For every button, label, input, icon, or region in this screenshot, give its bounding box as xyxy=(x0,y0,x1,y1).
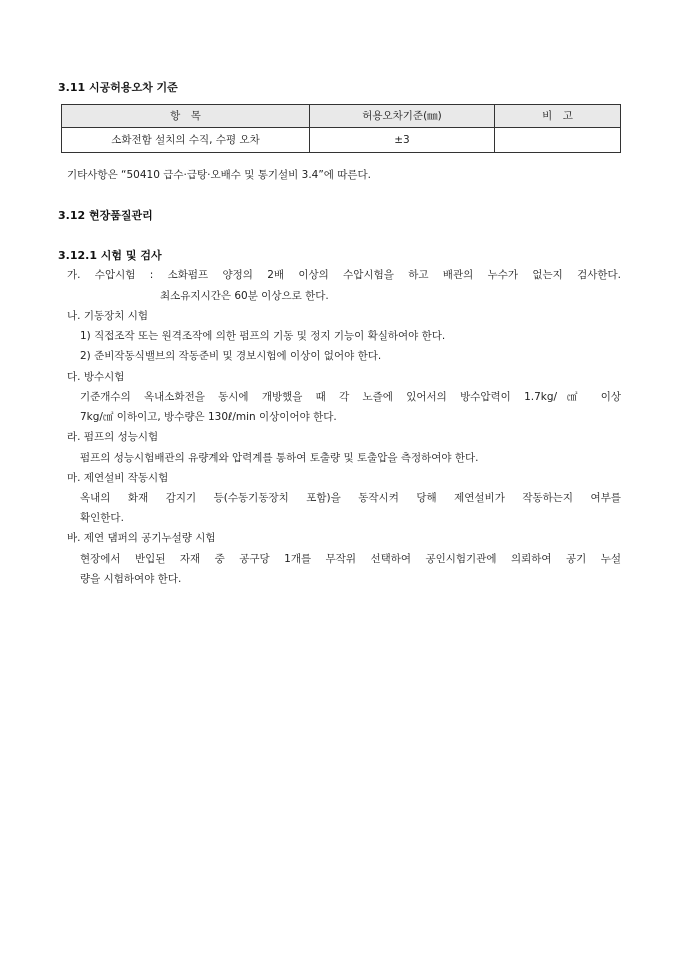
item-da-line-1: 기준개수의 옥내소화전을 동시에 개방했을 때 각 노즐에 있어서의 방수압력이 1.7kg/㎠ 이상 xyxy=(80,391,621,403)
item-ba-title: 바. 제연 댐퍼의 공기누설량 시험 xyxy=(67,532,216,544)
section-3-12-1-title: 3.12.1 시험 및 검사 xyxy=(58,249,162,262)
table-header-row xyxy=(62,105,621,128)
item-ba-line-1: 현장에서 반입된 자재 중 공구당 1개를 무작위 선택하여 공인시험기관에 의뢰하여 공기 누설 xyxy=(80,553,621,565)
item-na-sub-1: 1) 직접조작 또는 원격조작에 의한 펌프의 기동 및 정지 기능이 확실하여야 한다. xyxy=(80,330,446,342)
item-ga-line-1: 가. 수압시험 : 소화펌프 양정의 2배 이상의 수압시험을 하고 배관의 누수가 없는지 검사한다. xyxy=(67,269,621,281)
item-ra-title: 라. 펌프의 성능시험 xyxy=(67,431,159,443)
item-na-sub-2: 2) 준비작동식밸브의 작동준비 및 경보시험에 이상이 없어야 한다. xyxy=(80,350,382,362)
cell-tolerance: ±3 xyxy=(310,128,495,153)
item-na-title: 나. 기동장치 시험 xyxy=(67,310,149,322)
header-item: 항 목 xyxy=(62,105,310,128)
section-3-11-title: 3.11 시공허용오차 기준 xyxy=(58,81,178,94)
section-3-12-title: 3.12 현장품질관리 xyxy=(58,209,153,222)
tolerance-table xyxy=(61,104,621,153)
cell-item: 소화전함 설치의 수직, 수평 오차 xyxy=(62,128,310,153)
section-3-11-note: 기타사항은 “50410 급수·급탕·오배수 및 통기설비 3.4”에 따른다. xyxy=(67,169,372,181)
table-row xyxy=(62,128,621,153)
header-remarks: 비 고 xyxy=(495,105,621,128)
item-da-line-2: 7kg/㎠ 이하이고, 방수량은 130ℓ/min 이상이어야 한다. xyxy=(80,411,337,423)
item-ma-line-1: 옥내의 화재 감지기 등(수동기동장치 포함)을 동작시켜 당해 제연설비가 작동하는지 여부를 xyxy=(80,492,621,504)
item-ba-line-2: 량을 시험하여야 한다. xyxy=(80,573,182,585)
item-ma-line-2: 확인한다. xyxy=(80,512,124,524)
item-ra-line-1: 펌프의 성능시험배관의 유량계와 압력계를 통하여 토출량 및 토출압을 측정하여야 한다. xyxy=(80,452,479,464)
header-tolerance: 허용오차기준(㎜) xyxy=(310,105,495,128)
cell-remarks xyxy=(495,128,621,153)
item-ma-title: 마. 제연설비 작동시험 xyxy=(67,472,169,484)
item-da-title: 다. 방수시험 xyxy=(67,371,125,383)
item-ga-line-2: 최소유지시간은 60분 이상으로 한다. xyxy=(160,290,329,302)
